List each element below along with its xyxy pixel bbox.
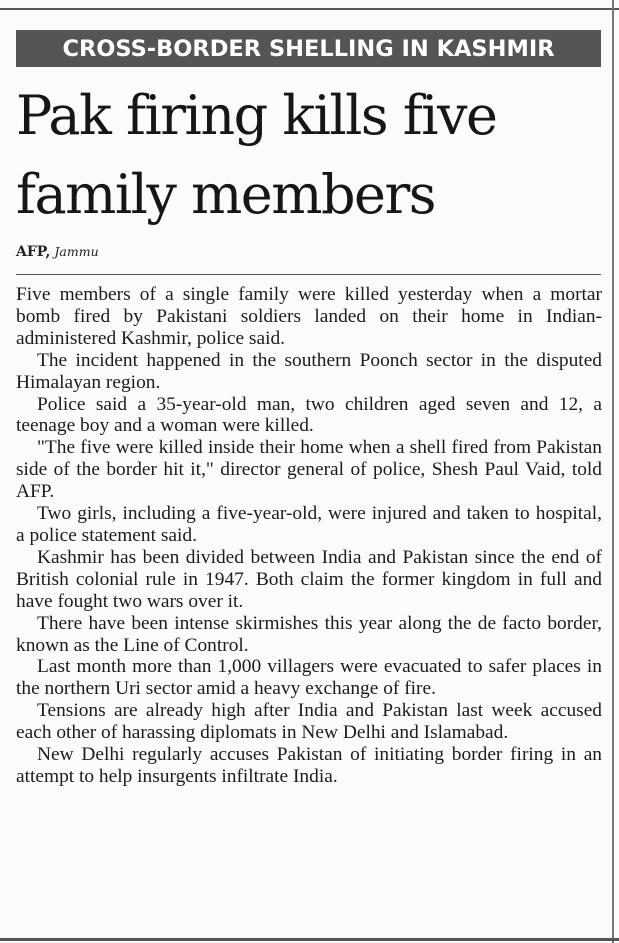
- paragraph: Tensions are already high after India and Pakistan last week accused each other of harassing diplomats in New Delhi and Islamabad.: [16, 700, 602, 744]
- kicker-text: CROSS-BORDER SHELLING IN KASHMIR: [62, 35, 555, 62]
- paragraph: New Delhi regularly accuses Pakistan of initiating border firing in an attempt to help insurgents infiltrate India.: [16, 744, 602, 787]
- byline-agency: AFP,: [16, 244, 51, 260]
- paragraph: The incident happened in the southern Poonch sector in the disputed Himalayan region.: [16, 349, 602, 393]
- paragraph: There have been intense skirmishes this year along the de facto border, known as the Line of Control.: [16, 612, 602, 656]
- paragraph: Kashmir has been divided between India and Pakistan since the end of British colonial rule in 1947. Both claim the former kingdom in full and have fought two wars over it.: [16, 546, 602, 612]
- top-rule: [0, 8, 619, 10]
- paragraph: Police said a 35-year-old man, two children aged seven and 12, a teenage boy and a woman were killed.: [16, 393, 602, 437]
- byline: [16, 244, 99, 260]
- byline-dateline: Jammu: [54, 244, 99, 259]
- kicker-banner: [16, 30, 601, 67]
- paragraph: Five members of a single family were killed yesterday when a mortar bomb fired by Pakistani soldiers landed on their home in Indian-administered Kashmir, police said.: [16, 284, 602, 349]
- byline-rule: [16, 274, 601, 275]
- bottom-rule: [0, 938, 619, 941]
- paragraph: "The five were killed inside their home when a shell fired from Pakistan side of the border hit it," director general of police, Shesh Paul Vaid, told AFP.: [16, 437, 602, 503]
- headline: Pak firing kills five family members: [16, 84, 497, 226]
- article-body: [16, 284, 602, 788]
- paragraph: Last month more than 1,000 villagers were evacuated to safer places in the northern Uri sector amid a heavy exchange of fire.: [16, 656, 602, 700]
- column-rule: [612, 0, 614, 943]
- paragraph: Two girls, including a five-year-old, were injured and taken to hospital, a police statement said.: [16, 503, 602, 546]
